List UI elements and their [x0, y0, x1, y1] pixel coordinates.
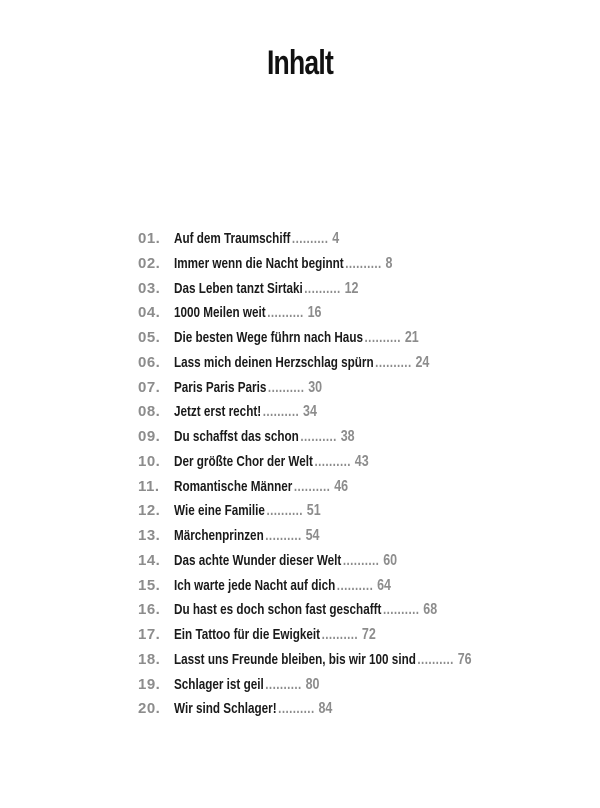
toc-leader-dots: ..........	[382, 601, 420, 619]
toc-entry-text	[174, 502, 321, 520]
toc-entry-page-number: 4	[332, 230, 340, 247]
toc-entry-title: Auf dem Traumschiff	[174, 230, 291, 247]
toc-entry-text	[174, 379, 322, 397]
toc-entry-text	[174, 651, 472, 669]
toc-entry-number: 19.	[138, 675, 161, 693]
toc-entry-text	[174, 626, 376, 644]
toc-entry-title: Märchenprinzen	[174, 527, 264, 544]
toc-entry-text	[174, 577, 391, 595]
toc-entry-title: Das Leben tanzt Sirtaki	[174, 279, 303, 297]
toc-entry-text	[174, 280, 358, 298]
toc-entry-title: 1000 Meilen weit	[174, 304, 266, 322]
toc-entry-title: Immer wenn die Nacht beginnt	[174, 254, 344, 272]
toc-entry-number: 02.	[138, 254, 161, 272]
toc-entry-number: 08.	[138, 403, 161, 421]
toc-entry-text	[174, 527, 319, 545]
toc-entry-page-number: 54	[305, 527, 320, 544]
toc-entry-text	[174, 329, 419, 347]
toc-entry-title: Du schaffst das schon	[174, 428, 299, 445]
toc-entry-title: Jetzt erst recht!	[174, 403, 262, 421]
toc-entry-text	[174, 601, 437, 619]
toc-entry-page-number: 51	[306, 502, 321, 520]
toc-entry-title: Die besten Wege führn nach Haus	[174, 329, 363, 346]
toc-entry-number: 05.	[138, 329, 161, 346]
toc-entry-page-number: 72	[361, 626, 376, 643]
toc-entry-page-number: 38	[340, 428, 355, 445]
toc-entry-page-number: 80	[305, 675, 320, 693]
toc-leader-dots: ..........	[265, 675, 302, 693]
toc-entry-text	[174, 700, 332, 718]
toc-leader-dots: ..........	[293, 477, 331, 495]
toc-entry-page-number: 12	[344, 279, 359, 297]
toc-entry-page-number: 21	[404, 329, 419, 346]
toc-entry-page-number: 68	[423, 601, 438, 619]
toc-entry-text	[174, 230, 339, 248]
toc-entry-number: 06.	[138, 353, 161, 371]
toc-leader-dots: ..........	[321, 626, 359, 643]
toc-entry-number: 10.	[138, 452, 161, 470]
toc-leader-dots: ..........	[267, 304, 304, 322]
toc-entry-number: 09.	[138, 428, 161, 445]
toc-entry-number: 11.	[138, 477, 160, 495]
toc-entry-number: 01.	[138, 230, 161, 247]
toc-entry-text	[174, 304, 321, 322]
toc-entry-title: Das achte Wunder dieser Welt	[174, 551, 342, 569]
toc-entry-text	[174, 354, 429, 372]
toc-leader-dots: ..........	[278, 700, 315, 718]
toc-entry-title: Der größte Chor der Welt	[174, 452, 313, 470]
toc-leader-dots: ..........	[314, 452, 351, 470]
toc-leader-dots: ..........	[345, 254, 382, 272]
toc-leader-dots: ..........	[291, 230, 329, 247]
toc-entry-title: Romantische Männer	[174, 477, 293, 495]
toc-entry-number: 12.	[138, 502, 161, 520]
toc-entry-number: 18.	[138, 650, 161, 668]
toc-leader-dots: ..........	[375, 353, 412, 371]
toc-entry-title: Wie eine Familie	[174, 502, 265, 520]
toc-leader-dots: ..........	[336, 576, 374, 594]
toc-entry-text	[174, 552, 397, 570]
toc-leader-dots: ..........	[262, 403, 300, 421]
toc-leader-dots: ..........	[265, 527, 302, 544]
toc-entry-number: 03.	[138, 279, 161, 297]
toc-entry-page-number: 34	[303, 403, 317, 421]
toc-entry-number: 07.	[138, 378, 161, 396]
toc-entry-title: Du hast es doch schon fast geschafft	[174, 601, 382, 619]
toc-leader-dots: ..........	[300, 428, 337, 445]
toc-entry-number: 15.	[138, 576, 161, 594]
toc-entry-page-number: 84	[318, 700, 333, 718]
toc-entry-text	[174, 428, 355, 446]
toc-entry-text	[174, 453, 369, 471]
toc-entry-page-number: 30	[308, 378, 323, 396]
toc-leader-dots: ..........	[417, 650, 454, 668]
toc-entry-page-number: 16	[307, 304, 322, 322]
toc-entry-page-number: 24	[415, 353, 430, 371]
toc-entry-page-number: 8	[385, 254, 393, 272]
toc-entry-title: Schlager ist geil	[174, 675, 264, 693]
toc-leader-dots: ..........	[267, 378, 305, 396]
toc-entry-number: 13.	[138, 527, 161, 544]
toc-leader-dots: ..........	[304, 279, 341, 297]
toc-entry-title: Lasst uns Freunde bleiben, bis wir 100 sind	[174, 650, 416, 668]
toc-entry-title: Wir sind Schlager!	[174, 700, 277, 718]
toc-leader-dots: ..........	[364, 329, 401, 346]
toc-entry-text	[174, 478, 348, 496]
toc-entry-title: Ein Tattoo für die Ewigkeit	[174, 626, 321, 643]
toc-entry-page-number: 76	[457, 650, 472, 668]
toc-entry-number: 16.	[138, 601, 161, 619]
toc-entry-page-number: 46	[334, 477, 349, 495]
page-title: Inhalt	[266, 44, 334, 82]
toc-entry-page-number: 43	[354, 452, 369, 470]
toc-entry-page-number: 60	[383, 551, 398, 569]
toc-entry-title: Lass mich deinen Herzschlag spürn	[174, 353, 374, 371]
toc-entry-number: 20.	[138, 700, 161, 718]
toc-entry-text	[174, 676, 319, 694]
toc-entry-number: 14.	[138, 551, 161, 569]
toc-entry-page-number: 64	[377, 576, 391, 594]
toc-leader-dots: ..........	[342, 551, 380, 569]
toc-leader-dots: ..........	[266, 502, 303, 520]
toc-entry-number: 17.	[138, 626, 161, 643]
toc-entry-text	[174, 255, 392, 273]
toc-entry-text	[174, 403, 317, 421]
toc-entry-number: 04.	[138, 304, 161, 322]
toc-entry-title: Paris Paris Paris	[174, 378, 267, 396]
toc-entry-title: Ich warte jede Nacht auf dich	[174, 576, 336, 594]
